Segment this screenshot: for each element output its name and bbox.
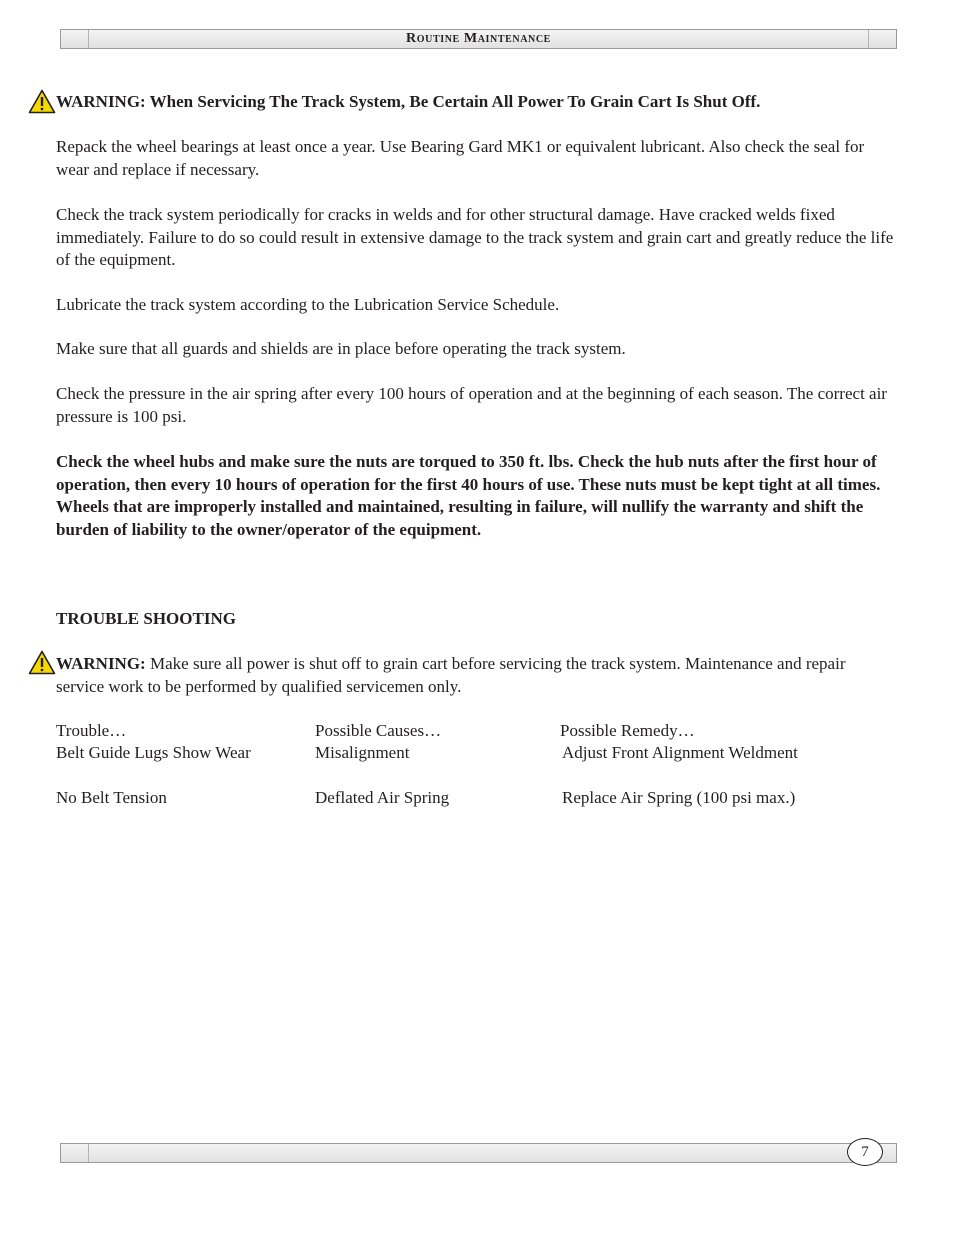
page-title: Routine Maintenance — [406, 31, 551, 46]
paragraph-wheel-bearings: Repack the wheel bearings at least once a year. Use Bearing Gard MK1 or equivalent lubricant. Also check the seal for wear and replace if necessary. — [56, 137, 865, 179]
section-heading-trouble-shooting: TROUBLE SHOOTING — [56, 609, 236, 628]
warning-service-text: Make sure all power is shut off to grain cart before servicing the track system. Maintenance and repair service work to be performed by qualified servicemen only. — [56, 654, 846, 696]
table-cell-cause: Deflated Air Spring — [315, 788, 450, 807]
warning-service-message — [56, 653, 896, 698]
footer-bar — [60, 1143, 897, 1163]
header-bar — [60, 29, 897, 49]
table-cell-cause: Misalignment — [315, 743, 410, 762]
footer-bar-left-cap — [61, 1144, 89, 1162]
table-header-remedy: Possible Remedy… — [560, 721, 695, 740]
warning-message: WARNING: When Servicing The Track System, Be Certain All Power To Grain Cart Is Shut Off. — [56, 92, 761, 111]
table-header-causes: Possible Causes… — [315, 721, 442, 740]
warning-label: WARNING: — [56, 654, 146, 673]
paragraph-wheel-hubs: Check the wheel hubs and make sure the nuts are torqued to 350 ft. lbs. Check the hub nuts after the first hour of operation, then every 10 hours of operation for the first 40 hours of use. These nuts must be kept tight at all times. Wheels that are improperly installed and maintained, resulting in failure, will nullify the warranty and shift the burden of liability to the owner/operator of the equipment. — [56, 452, 881, 539]
table-cell-trouble: No Belt Tension — [56, 788, 167, 807]
paragraph-air-spring: Check the pressure in the air spring after every 100 hours of operation and at the beginning of each season. The correct air pressure is 100 psi. — [56, 384, 887, 426]
page-number: 7 — [847, 1138, 883, 1166]
table-cell-trouble: Belt Guide Lugs Show Wear — [56, 743, 251, 762]
warning-triangle-icon — [28, 89, 56, 114]
table-cell-remedy: Replace Air Spring (100 psi max.) — [562, 788, 796, 807]
paragraph-lubrication: Lubricate the track system according to the Lubrication Service Schedule. — [56, 295, 560, 314]
warning-triangle-icon — [28, 650, 56, 675]
paragraph-guards: Make sure that all guards and shields are in place before operating the track system. — [56, 339, 626, 358]
table-header-trouble: Trouble… — [56, 721, 127, 740]
paragraph-track-inspection: Check the track system periodically for cracks in welds and for other structural damage. Have cracked welds fixed immediately. Failure to do so could result in extensive damage to the track system and grain cart and greatly reduce the life of the equipment. — [56, 205, 894, 269]
table-cell-remedy: Adjust Front Alignment Weldment — [562, 743, 798, 762]
